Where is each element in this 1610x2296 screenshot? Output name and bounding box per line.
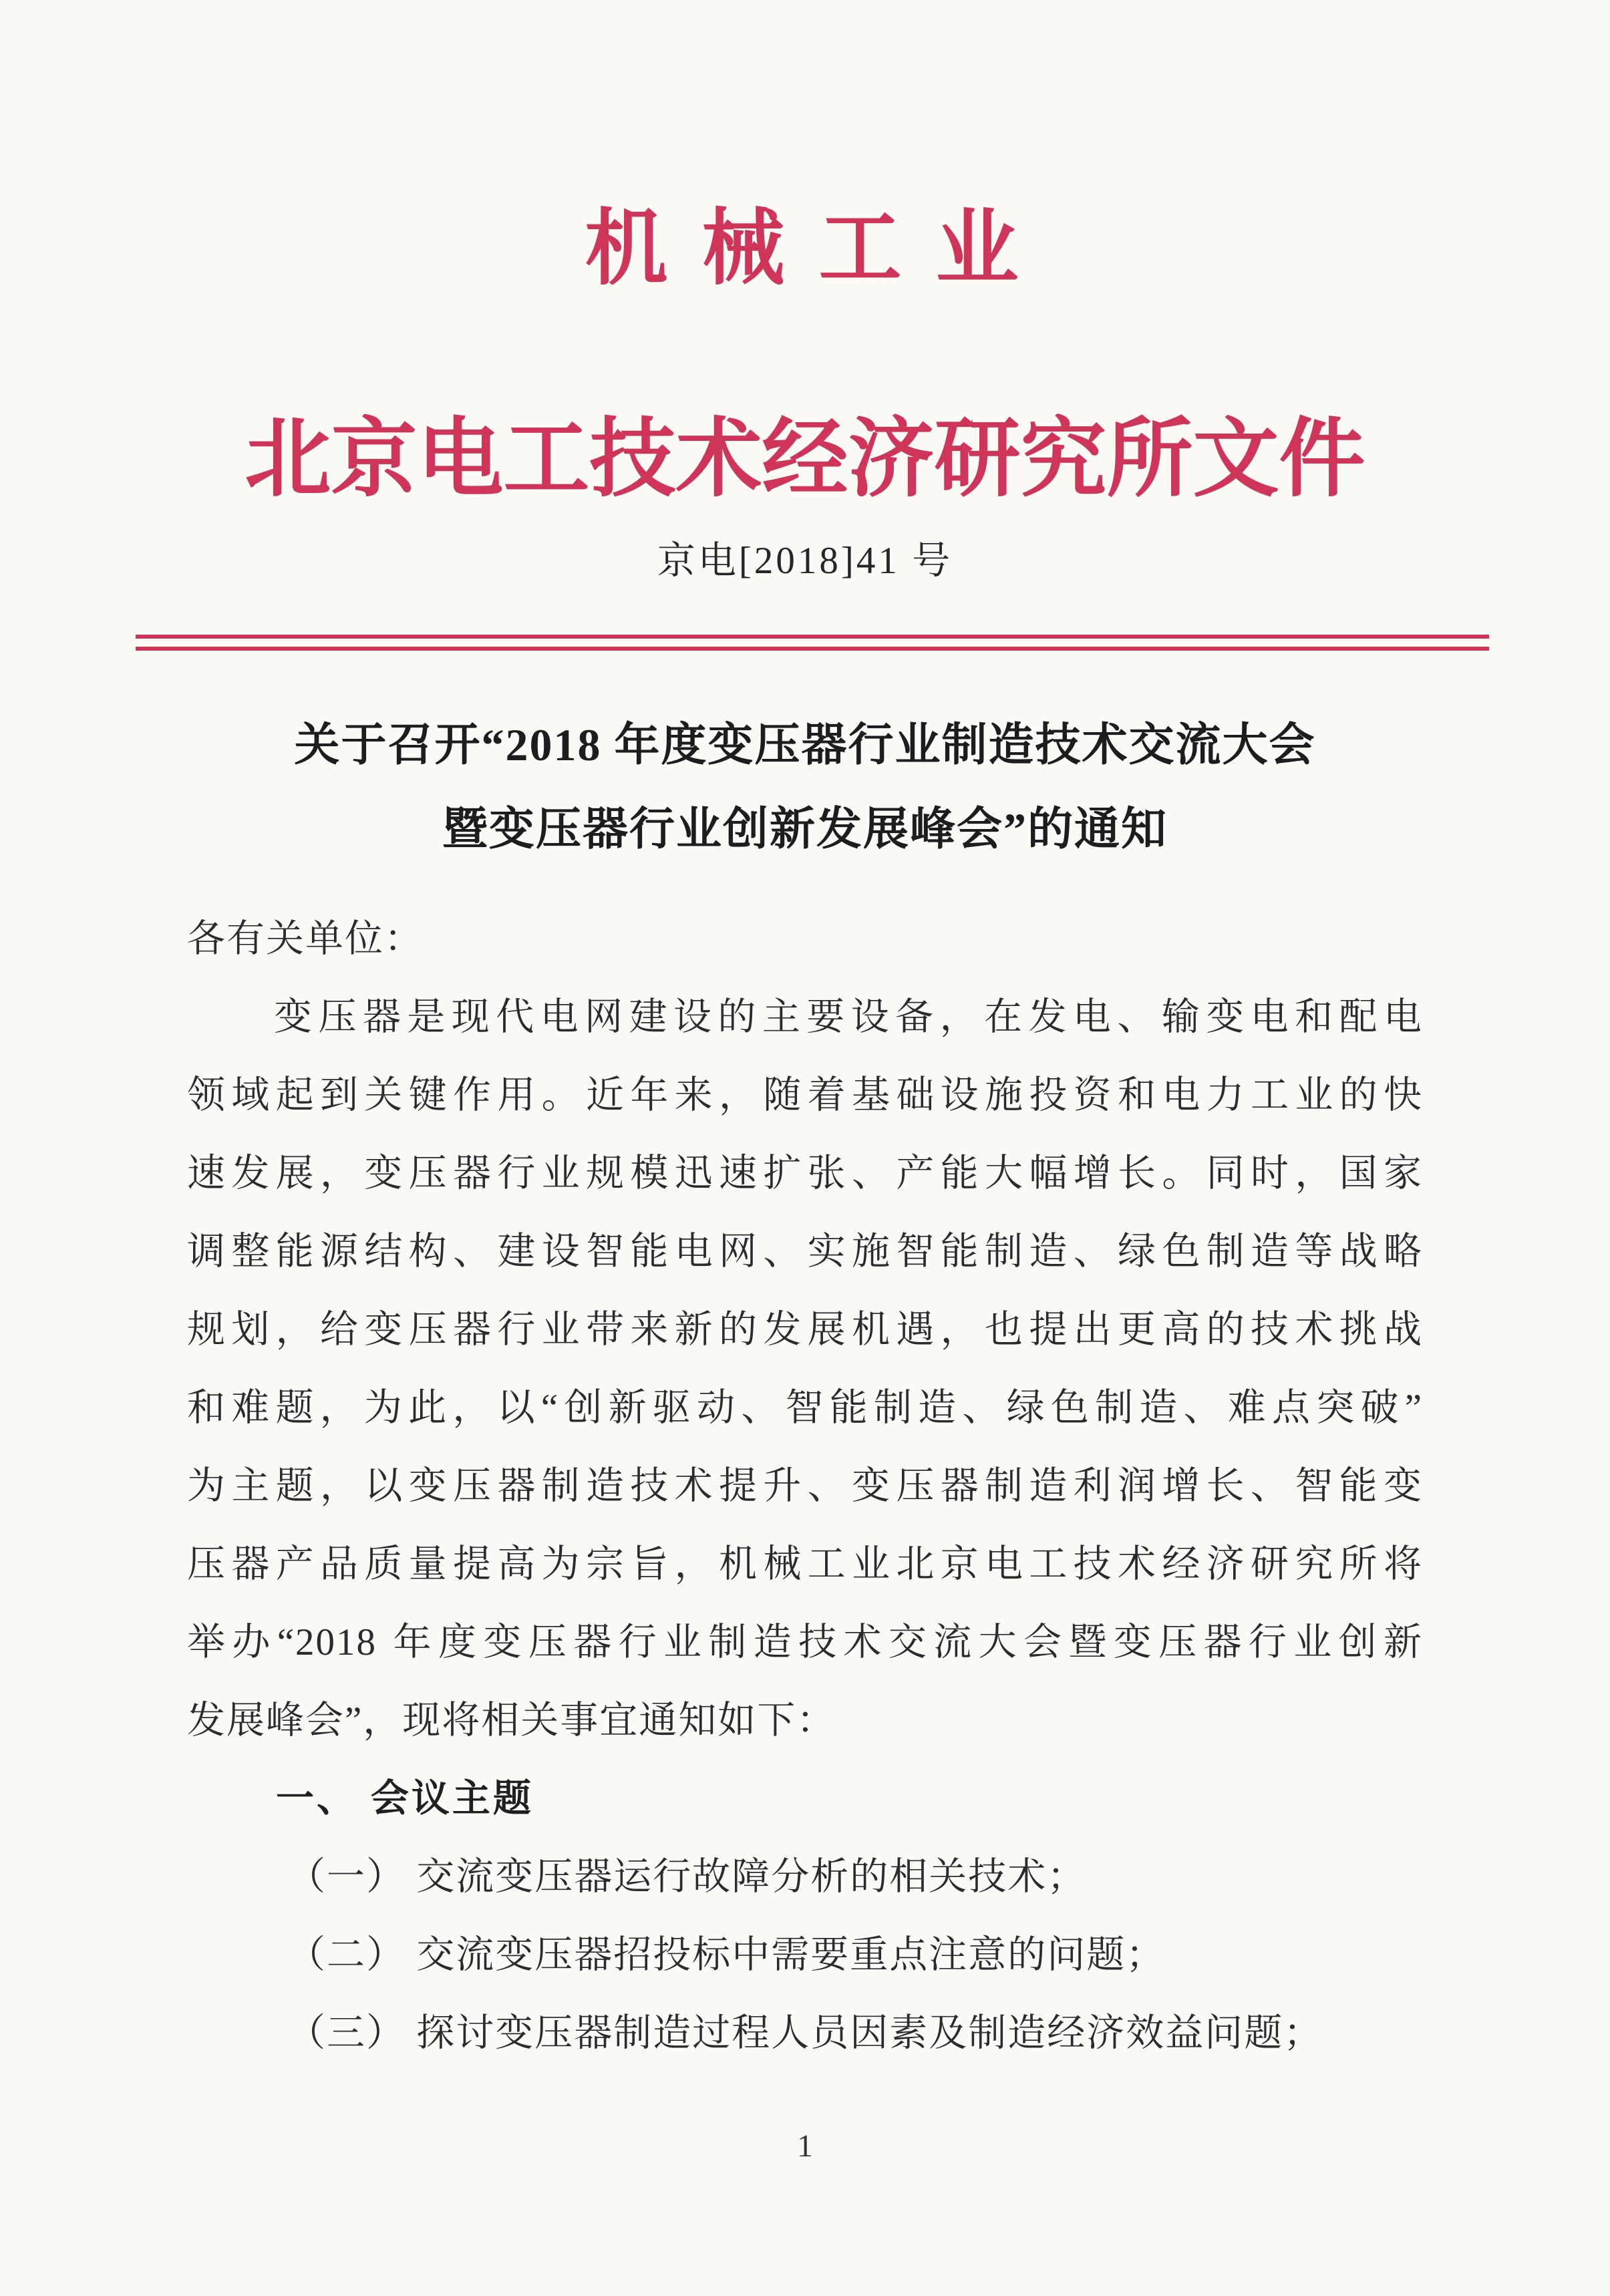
paragraph-line: 压器产品质量提高为宗旨，机械工业北京电工技术经济研究所将 <box>187 1543 1423 1585</box>
paragraph-line: 举办“2018 年度变压器行业制造技术交流大会暨变压器行业创新 <box>187 1621 1423 1663</box>
salutation: 各有关单位： <box>187 918 424 960</box>
topic-item-3: （三） 探讨变压器制造过程人员因素及制造经济效益问题； <box>287 2012 1323 2054</box>
section-heading-meeting-topics: 一、 会议主题 <box>276 1777 534 1820</box>
paragraph-line: 规划，给变压器行业带来新的发展机遇，也提出更高的技术挑战 <box>187 1309 1423 1351</box>
document-title <box>0 703 1610 871</box>
document-reference-number: 京电[2018]41 号 <box>657 540 953 582</box>
paragraph-line: 速发展，变压器行业规模迅速扩张、产能大幅增长。同时，国家 <box>187 1152 1423 1194</box>
paragraph-line: 发展峰会”，现将相关事宜通知如下： <box>187 1699 836 1742</box>
topic-item-2: （二） 交流变压器招投标中需要重点注意的问题； <box>287 1934 1166 1976</box>
paragraph-line: 和难题，为此，以“创新驱动、智能制造、绿色制造、难点突破” <box>187 1387 1423 1429</box>
document-title-line1: 关于召开“2018 年度变压器行业制造技术交流大会 <box>294 719 1316 770</box>
red-separator-line-bottom <box>136 647 1489 651</box>
paragraph-line: 领域起到关键作用。近年来，随着基础设施投资和电力工业的快 <box>187 1074 1423 1116</box>
document-body <box>187 900 1423 2072</box>
page-number: 1 <box>797 2128 813 2164</box>
red-separator-line-top <box>136 635 1489 639</box>
paragraph-line: 为主题，以变压器制造技术提升、变压器制造利润增长、智能变 <box>187 1465 1423 1507</box>
letterhead-org-name: 北京电工技术经济研究所文件 <box>245 412 1365 507</box>
paragraph-line: 调整能源结构、建设智能电网、实施智能制造、绿色制造等战略 <box>187 1231 1423 1273</box>
paragraph-line: 变压器是现代电网建设的主要设备，在发电、输变电和配电 <box>274 996 1423 1038</box>
topic-item-1: （一） 交流变压器运行故障分析的相关技术； <box>287 1856 1087 1898</box>
letterhead-org-top: 机 械 工 业 <box>585 203 1025 295</box>
document-title-line2: 暨变压器行业创新发展峰会”的通知 <box>442 804 1168 854</box>
